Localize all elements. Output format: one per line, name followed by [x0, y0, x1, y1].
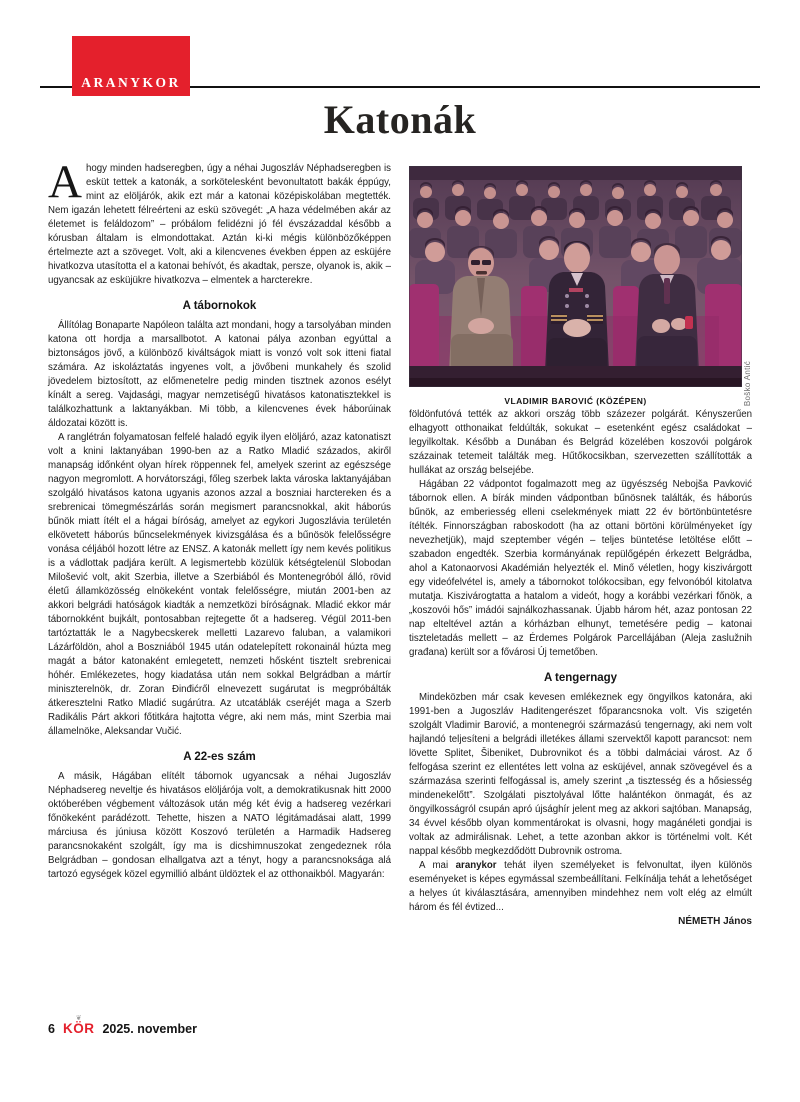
drop-cap: A: [48, 156, 82, 208]
closing-pre: A mai: [419, 860, 456, 871]
author-byline: NÉMETH János: [678, 916, 752, 927]
logo-text: KÖR: [62, 1021, 95, 1036]
lead-paragraph: [48, 156, 391, 288]
page-footer: [48, 1015, 197, 1036]
lead-text: hogy minden hadseregben, úgy a néhai Jugoszláv Néphadseregben is esküt tettek a katonák, a sorkötelesként bevonultatott bakák éppúgy, mint az elöljárók, akik ezt már a katonai középiskolában megtették. Nem igazán lehetett félreérteni az eskü szövegét: „A haza védelmében akár az életemet is feláldozom” – próbálom felidézni jó fél évszázaddal később a kórusban általam is elmondottakat. Aztán ki-ki mégis különbözőképpen értelmezte azt a szöveget. Volt, aki a kilencvenes években éppen az esküjére hivatkozva utasította el a katonai behívót, és akadtak, persze, olyanok is, akik – ugyancsak az esküjükre hivatkozva – elmentek a harcterekre.: [48, 163, 391, 286]
closing-bold-word: aranykor: [455, 860, 497, 871]
article-photo-figure: [409, 166, 752, 408]
body-paragraph: földönfutóvá tették az akkori ország több százezer polgárát. Kényszerűen elhagyott otthonaikat feldúlták, sokukat – esetenként egész családokat – legyilkoltak. Később a Dunában és Belgrád közelében koszovói polgárok százainak tetemeit találták meg. Hűtőkocsikban, szervezetten szállították a hullákat az ország belsejébe.: [409, 409, 752, 476]
article-column-right: [409, 166, 752, 929]
section-heading-admiral: A tengernagy: [543, 672, 618, 684]
article-column-left: [48, 156, 391, 882]
section-kicker: [72, 36, 190, 96]
photo-credit: Boško Antić: [743, 360, 752, 406]
closing-post: tehát ilyen személyeket is felvonultat, ilyen különös eseményeket is képes egymással szembeállítani. Felkínálja tehát a lehetőséget a helyes út kiválasztására, amennyiben mindehhez nem volt elég az elmúlt három és fél évtized...: [409, 860, 752, 913]
closing-paragraph: [409, 859, 752, 915]
issue-date: 2025. november: [102, 1022, 197, 1036]
logo-ornament-icon: ❦: [75, 1015, 82, 1022]
magazine-logo: [62, 1015, 95, 1036]
section-heading-generals: A tábornokok: [182, 300, 257, 312]
body-paragraph: A másik, Hágában elítélt tábornok ugyancsak a néhai Jugoszláv Néphadsereg neveltje és hivatásos elöljárója volt, a demokratikusnak hitt 2000 októberében végbement változások után még két évig a hadsereg vezérkari főnökeként parádézott. Tehette, hiszen a NATO légitámadásai alatt, 1999 márciusa és júniusa között Koszovó területén a Harmadik Hadsereg parancsnokaként szolgált, így ma is dicshimnuszokat zengedeznek róla Belgrádban – gondosan elhallgatva azt a tényt, hogy a parancsnoksága alá tartozó egységek közel egymillió albánt üldöztek el az otthonaikból. Magyarán:: [48, 771, 391, 880]
section-heading-number22: A 22-es szám: [183, 751, 256, 763]
page-number: 6: [48, 1022, 55, 1036]
body-paragraph: Hágában 22 vádpontot fogalmazott meg az ügyészség Nebojša Pavković tábornok ellen. A bírák minden vádpontban bűnösnek találták, és háborús bűnök, az emberiesség elleni cselekmények miatt 22 év börtönbüntetésre ítélték. Finnországban raboskodott (ha az ottani börtöni körülményeket így nevezhetjük), majd szeptember végén – teljes büntetése letöltése előtt – szabadon engedték. Szerbia kormányának repülőgépén érkezett Belgrádba, ahol a Katonaorvosi Akadémián helyezték el. Minő véletlen, hogy kiszivárgott egy videófelvétel is, amely a tábornokot tolókocsiban, egy felvonóból kitolatva mutatja. Kiszivárogtatta a hatalom a videót, hogy a korábbi vezérkari főnök, a „koszovói hős” imádói sajnálkozhassanak. Újabb három hét, azaz pontosan 22 nap elteltével aztán a kórházban elhunyt, temetésére pedig – katonai tiszteletadás mellett – az Érdemes Polgárok Parcellájában (Aleja zaslužnih građana) került sor a fővárosi Új temetőben.: [409, 479, 752, 658]
body-paragraph: A ranglétrán folyamatosan felfelé haladó egyik ilyen elöljáró, azaz katonatiszt volt a knini laktanyában 1990-ben az a Ratko Mladić százados, akiről manapság időnként olyan hírek röppennek fel, amelyek szerint az egészsége nagyon megromlott. A horvátországi, főleg szerbek lakta városka laktanyájában szolgáló hivatásos katona ugyanis azonos azzal a boszniai harctereken és a srebrenicai tömegmészárlás során megismert parancsnokkal, akit háborús bűnök miatt ítélt el a hágai bíróság, amelyet az egykori Jugoszlávia területén elkövetett háborús bűncselekmények kivizsgálása és a bűnösök felelősségre vonása céljából hozott létre az ENSZ. A katonák mellett így nem kevés politikus is a vádlottak padjára került. A legismertebb közülük kétségtelenül Slobodan Milošević volt, akit Szerbia, illetve a Szerbiából és Montenegróból álló, rövid életű államközösség elnökeként vontak felelősségre, miután 2001-ben az akkori belgrádi hatóságok kiadták a nemzetközi bíróságnak. Mladić ekkor már tábornokként bujkált, pontosabban rejtegette őt a hadsereg. Végül 2011-ben tartóztatták le a Nagybecskerek melletti Lazarevo faluban, a valamikori Lázárföldön, ahol a Boszniából 1945 után odatelepített rokonainál húzta meg magát a bátor katonaként emlegetett, nemzeti hősként tisztelt srebrenicai hóhér. Emlékezetes, hogy kiadatása után nem sokkal Belgrádban a mártír miniszterelnök, dr. Zoran Đinđićről elnevezett sugárutat is megpróbálták átkeresztelni Ratko Mladić sugárútra. Az utcatáblák cseréjét maga a Szerb Radikális Párt akkori főtitkára hajtotta végre, aki nem más, mint Szerbia mai államelnöke, Aleksandar Vučić.: [48, 432, 391, 737]
audience-photo: [409, 166, 742, 387]
section-kicker-label: ARANYKOR: [81, 75, 181, 90]
photo-caption: VLADIMIR BAROVIĆ (KÖZÉPEN): [504, 396, 647, 406]
body-paragraph: Állítólag Bonaparte Napóleon találta azt mondani, hogy a tarsolyában minden katona ott hordja a marsallbotot. A katonai pálya azonban egyúttal a biztonságos jövő, a különböző kiváltságok miatt is vonzó volt sok itteni fiatal számára. Az iskoláztatás ingyenes volt, a jövőbeni munkahely és szolid jövedelem biztosított, az előmenetelre pedig minden tisztnek azonos esélyt kínált a sereg. Vajdasági, magyar nemzetiségű hivatásos katonatisztekkel is találkozhattunk a laktanyákban. Mi több, a kilencvenes évek háborúinak áldozatai között is.: [48, 320, 391, 429]
page-title: Katonák: [323, 97, 477, 142]
body-paragraph: Mindeközben már csak kevesen emlékeznek egy öngyilkos katonára, aki 1991-ben a Jugoszláv Haditengerészet főparancsnoka volt. Vis szigetén szolgált Vladimir Barović, a montenegrói származású tengernagy, aki nem volt hajlandó teljesíteni a belgrádi illetékes állami szervektől kapott parancsot: nem lövette Splitet, Šibeniket, Dubrovnikot és a többi dalmáciai várost. Az ő felfogása szerint ez ellentétes lett volna az esküjével, annak szövegével és a származása szerinti felfogással is, amely szerint „a tisztesség és a hősiesség mindenekelőtt”. Szolgálati pisztolyával lőtte halántékon önmagát, és az öngyilkosságról csupán apró újsághír jelent meg az akkori sajtóban. Manapság, 34 évvel később olyan kommentárokat is olvasni, hogy magánéleti gondjai is voltak az admirálisnak. Lehet, a tette azonban akkor is történelmi volt. Két nappal később megkezdődött Dubrovnik ostroma.: [409, 692, 752, 857]
